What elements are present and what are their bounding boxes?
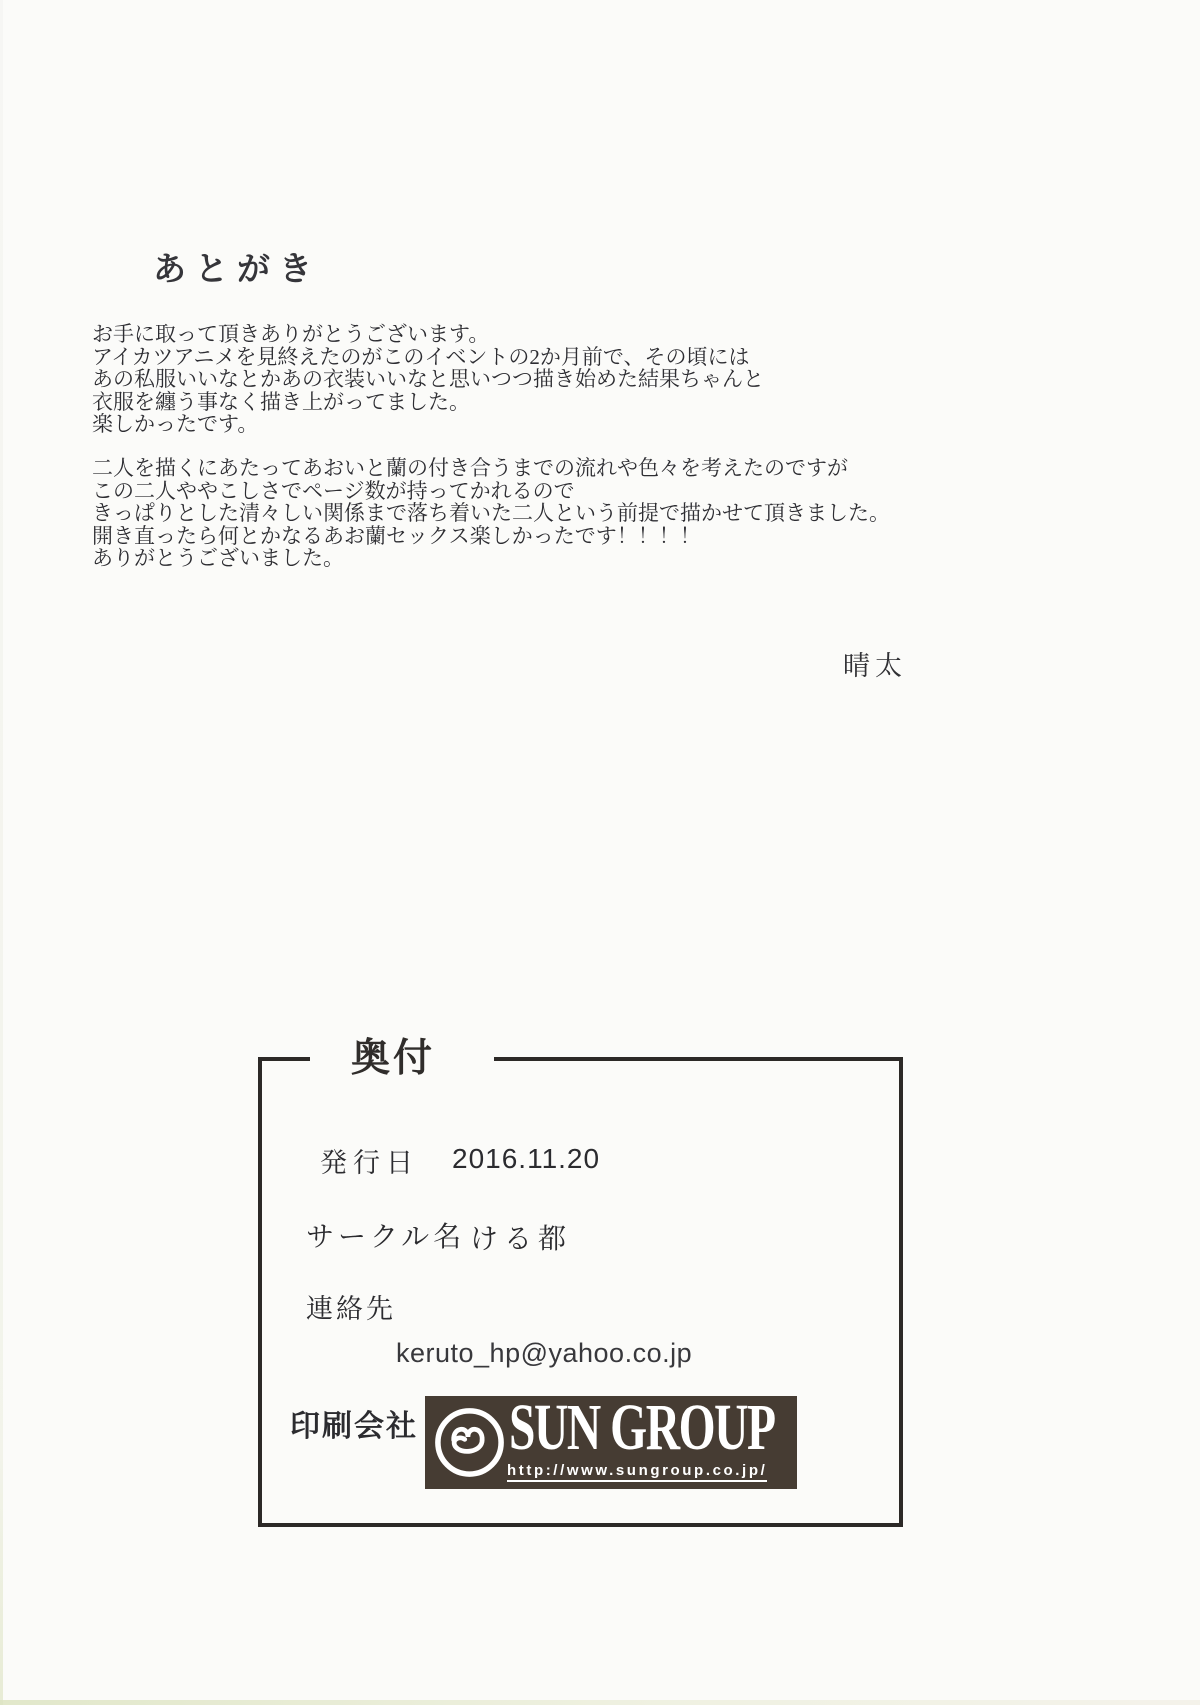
text-line: 開き直ったら何とかなるあお蘭セックス楽しかったです！！！！ [92,523,701,548]
printer-label: 印刷会社 [290,1410,418,1443]
afterword-paragraph-1 [92,323,890,436]
contact-label: 連絡先 [306,1294,396,1324]
text-line: アイカツアニメを見終えたのがこのイベントの2か月前で、その頃には [92,344,750,369]
colophon-title: 奥付 [351,1037,436,1080]
text-line: お手に取って頂きありがとうございます。 [92,322,490,346]
text-line: きっぱりとした清々しい関係まで落ち着いた二人という前提で描かせて頂きました。 [92,501,890,526]
printer-url: http://www.sungroup.co.jp/ [507,1462,767,1482]
text-line: 衣服を纏う事なく描き上がってました。 [92,389,470,414]
contact-email: keruto_hp@yahoo.co.jp [396,1338,693,1368]
text-line: あの私服いいなとかあの衣装いいなと思いつつ描き始めた結果ちゃんと [92,367,764,392]
afterword-body [92,323,890,570]
colophon-box [258,1057,903,1527]
circle-name-value: ける都 [470,1224,573,1255]
afterword-title: あとがき [153,252,321,288]
text-line: 二人を描くにあたってあおいと蘭の付き合うまでの流れや色々を考えたのですが [92,455,848,480]
author-signature: 晴太 [843,651,907,681]
sun-group-monogram-icon [430,1403,509,1482]
scan-edge [0,0,3,1705]
text-line: 楽しかったです。 [92,412,259,437]
printer-name: SUN GROUP [509,1396,775,1464]
text-line: ありがとうございました。 [92,546,344,571]
publish-date-label: 発行日 [320,1148,419,1178]
text-line: この二人ややこしさでページ数が持ってかれるので [92,478,575,503]
afterword-paragraph-2 [92,457,890,570]
circle-name-label: サークル名 [306,1222,466,1253]
sun-group-logo [425,1396,797,1489]
scan-edge [0,1700,1200,1705]
publish-date-value: 2016.11.20 [452,1143,601,1174]
